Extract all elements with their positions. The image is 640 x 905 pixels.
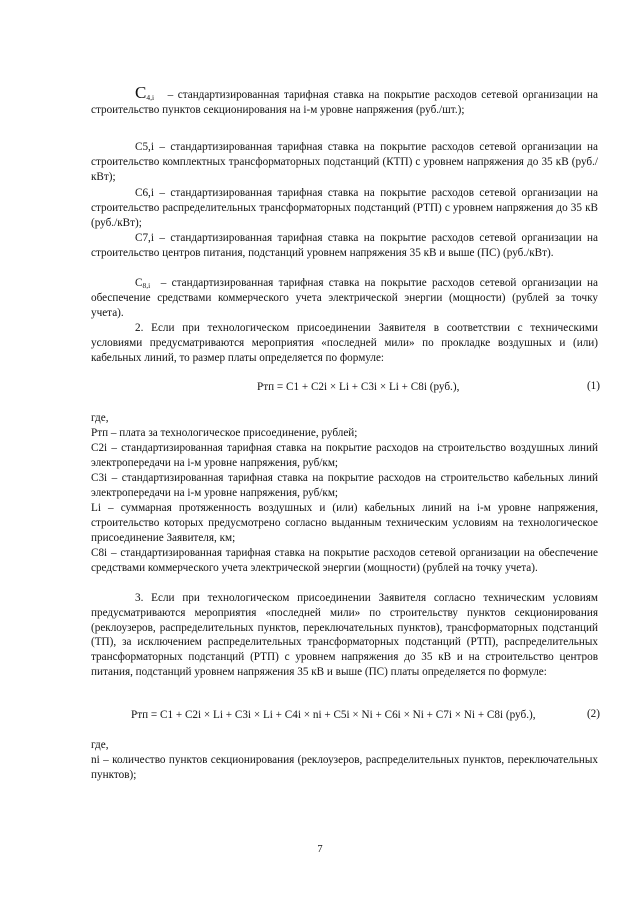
c6-paragraph	[91, 186, 598, 230]
formula-1	[257, 380, 459, 394]
c5-text: С5,i – стандартизированная тарифная ставка на покрытие расходов сетевой организации на строительство комплектных трансформаторных подстанций (КТП) с уровнем напряжения до 35 кВ (руб./кВт);	[91, 141, 598, 183]
c4-subscript: 4,i	[146, 93, 155, 102]
where-1	[91, 411, 598, 426]
paragraph-3-text: 3. Если при технологическом присоединении Заявителя согласно техническим условиям предусматриваются мероприятия «последней мили» по строительству пунктов секционирования (реклоузеров, распределительных пунктов, переключательных пунктов), трансформаторных подстанций (ТП), за исключением распределительных трансформаторных подстанций (РТП), распределительных трансформаторных подстанций (РТП) с уровнем напряжения до 35 кВ и на строительство центров питания, подстанций уровнем напряжения 35 кВ и выше (ПС) платы определяется по формуле:	[91, 592, 598, 678]
where-1-label: где,	[91, 412, 109, 424]
c7-text: С7,i – стандартизированная тарифная ставка на покрытие расходов сетевой организации на строительство центров питания, подстанций уровнем напряжения 35 кВ и выше (ПС) (руб./кВт).	[91, 232, 598, 259]
c8-symbol: С	[135, 277, 143, 289]
c4-paragraph	[91, 83, 599, 118]
c8-paragraph	[91, 276, 598, 320]
formula-2-number: (2)	[586, 708, 600, 720]
paragraph-2	[91, 321, 598, 365]
c8-definition-text: С8i – стандартизированная тарифная ставка на покрытие расходов сетевой организации на обеспечение средствами коммерческого учета электрической энергии (мощности) (рублей на точку учета).	[91, 547, 598, 574]
c8-definition	[91, 546, 598, 576]
where-2-label: где,	[91, 739, 109, 751]
c8-subscript: 8,i	[142, 281, 151, 290]
c7-paragraph	[91, 231, 598, 261]
ni-definition	[91, 753, 598, 783]
c8-text: – стандартизированная тарифная ставка на покрытие расходов сетевой организации на обеспечение средствами коммерческого учета электрической энергии (мощности) (рублей за точку учета).	[91, 277, 598, 319]
formula-1-number: (1)	[586, 380, 600, 392]
paragraph-3	[91, 591, 598, 680]
formula-1-text: Pтп = С1 + С2i × Li + С3i × Li + С8i (руб.),	[257, 381, 460, 393]
c2-definition	[91, 441, 598, 471]
li-definition	[91, 501, 598, 545]
page-number: 7	[317, 844, 323, 855]
c5-paragraph	[91, 140, 598, 184]
formula-2-text: Pтп = С1 + С2i × Li + С3i × Li + С4i × ni + С5i × Ni + С6i × Ni + С7i × Ni + С8i (руб.),	[131, 709, 536, 721]
where-2	[91, 738, 598, 753]
formula-2	[131, 708, 536, 722]
paragraph-2-text: 2. Если при технологическом присоединении Заявителя в соответствии с техническими условиями предусматриваются мероприятия «последней мили» по прокладке воздушных и (или) кабельных линий, то размер платы определяется по формуле:	[91, 322, 598, 364]
c4-symbol: С	[135, 83, 147, 102]
ni-definition-text: ni – количество пунктов секционирования (реклоузеров, распределительных пунктов, переключательных пунктов);	[91, 754, 598, 781]
c6-text: С6,i – стандартизированная тарифная ставка на покрытие расходов сетевой организации на строительство распределительных трансформаторных подстанций (РТП) с уровнем напряжения до 35 кВ (руб./кВт);	[91, 187, 598, 229]
ptp-definition-text: Ртп – плата за технологическое присоединение, рублей;	[91, 427, 358, 439]
ptp-definition	[91, 426, 598, 441]
c3-definition-text: С3i – стандартизированная тарифная ставка на покрытие расходов на строительство кабельных линий электропередачи на i-м уровне напряжения, руб/км;	[91, 472, 598, 499]
c2-definition-text: С2i – стандартизированная тарифная ставка на покрытие расходов на строительство воздушных линий электропередачи на i-м уровне напряжения, руб/км;	[91, 442, 598, 469]
c4-text: – стандартизированная тарифная ставка на покрытие расходов сетевой организации на строительство пунктов секционирования на i-м уровне напряжения (руб./шт.);	[91, 89, 599, 116]
c3-definition	[91, 471, 598, 501]
li-definition-text: Li – суммарная протяженность воздушных и (или) кабельных линий на i-м уровне напряжения, строительство которых предусмотрено согласно выданным техническим условиям на технологическое присоединение Заявителя, км;	[91, 502, 598, 544]
